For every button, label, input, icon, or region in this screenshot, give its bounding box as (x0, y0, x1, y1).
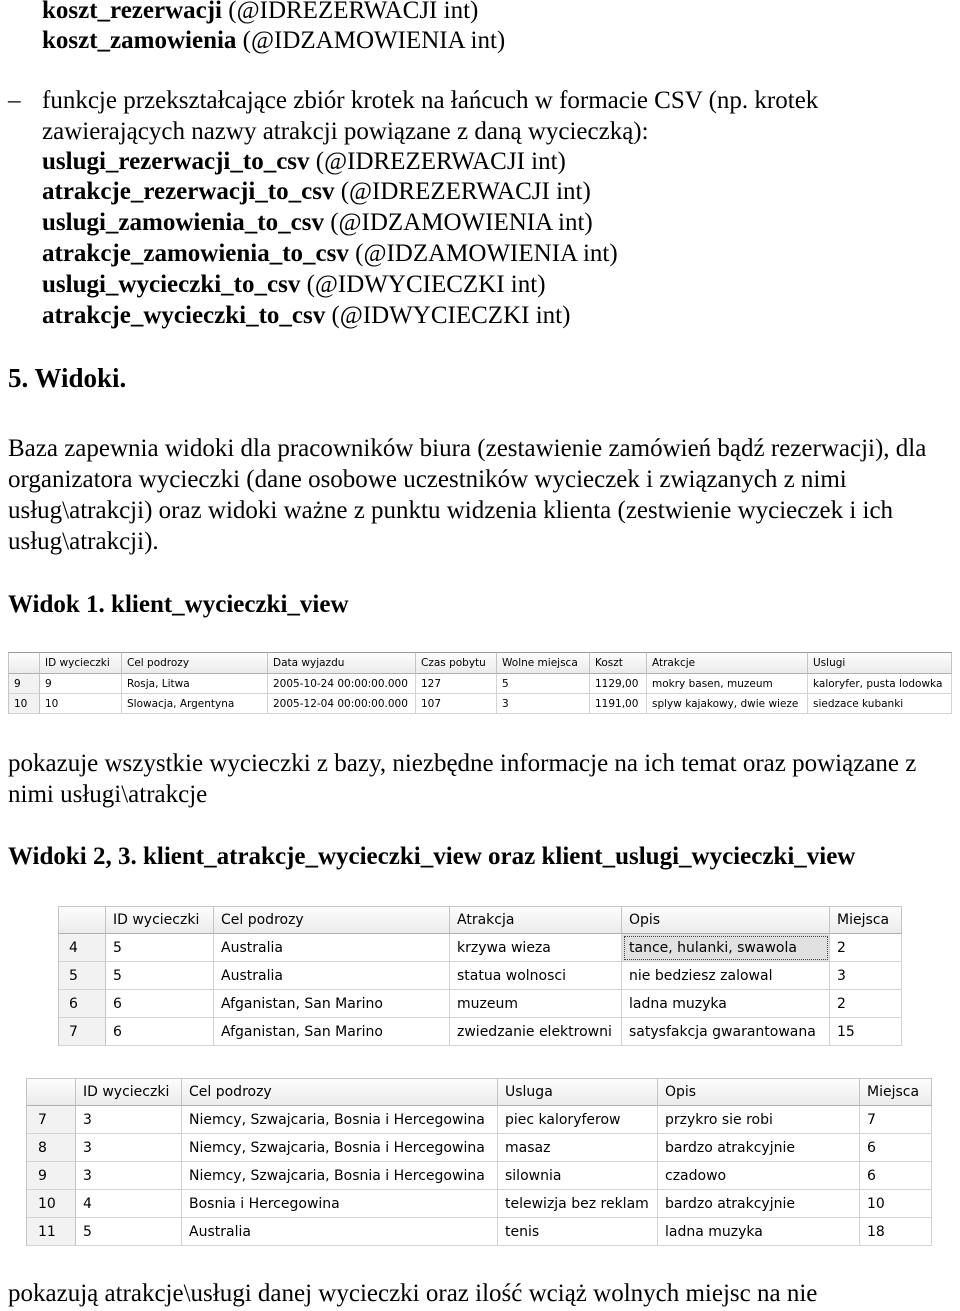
row-number: 5 (58, 962, 106, 990)
cell-atrakcje: splyw kajakowy, dwie wieze (647, 694, 808, 714)
grid-corner-cell (58, 906, 106, 934)
cell-opis: satysfakcja gwarantowana (622, 1018, 830, 1046)
list-item-text: funkcje przekształcające zbiór krotek na łańcuch w formacie CSV (np. krotek (42, 87, 819, 114)
cell-id-wycieczki: 5 (106, 962, 214, 990)
column-header-id-wycieczki: ID wycieczki (106, 906, 214, 934)
cell-id-wycieczki: 5 (106, 934, 214, 962)
cell-atrakcja: krzywa wieza (450, 934, 622, 962)
row-number: 10 (26, 1190, 76, 1218)
cell-atrakcja: zwiedzanie elektrowni (450, 1018, 622, 1046)
cell-miejsca: 2 (830, 934, 902, 962)
function-name: koszt_rezerwacji (42, 0, 223, 24)
cell-id-wycieczki: 3 (76, 1162, 182, 1190)
grid-corner-cell (26, 1078, 76, 1106)
column-header-cel-podrozy: Cel podrozy (182, 1078, 498, 1106)
column-header-cel-podrozy: Cel podrozy (122, 652, 268, 674)
cell-id-wycieczki: 3 (76, 1106, 182, 1134)
cell-opis: bardzo atrakcyjnie (658, 1190, 860, 1218)
column-header-usluga: Usluga (498, 1078, 658, 1106)
function-name: koszt_zamowienia (42, 27, 237, 54)
column-header-czas-pobytu: Czas pobytu (416, 652, 497, 674)
cell-cel-podrozy: Australia (214, 962, 450, 990)
cell-atrakcja: muzeum (450, 990, 622, 1018)
cell-miejsca: 6 (860, 1134, 932, 1162)
caption-line: nimi usługi\atrakcje (8, 781, 208, 808)
cell-id-wycieczki: 5 (76, 1218, 182, 1246)
results-grid-klient-atrakcje-wycieczki-view (58, 906, 902, 1046)
column-header-koszt: Koszt (590, 652, 647, 674)
function-args: (@IDREZERWACJI int) (228, 0, 479, 24)
cell-uslugi: kaloryfer, pusta lodowka (808, 674, 952, 694)
row-number: 10 (8, 694, 40, 714)
cell-miejsca: 18 (860, 1218, 932, 1246)
column-header-atrakcje: Atrakcje (647, 652, 808, 674)
cell-cel-podrozy: Niemcy, Szwajcaria, Bosnia i Hercegowina (182, 1162, 498, 1190)
row-number: 7 (26, 1106, 76, 1134)
cell-wolne-miejsca: 5 (497, 674, 590, 694)
function-args: (@IDZAMOWIENIA int) (242, 27, 506, 54)
view-heading: Widok 1. klient_wycieczki_view (8, 591, 349, 618)
cell-cel-podrozy: Afganistan, San Marino (214, 1018, 450, 1046)
cell-miejsca: 15 (830, 1018, 902, 1046)
cell-czas-pobytu: 127 (416, 674, 497, 694)
function-name: atrakcje_wycieczki_to_csv (42, 302, 326, 329)
cell-id-wycieczki: 10 (40, 694, 122, 714)
cell-miejsca: 7 (860, 1106, 932, 1134)
cell-cel-podrozy: Niemcy, Szwajcaria, Bosnia i Hercegowina (182, 1106, 498, 1134)
function-args: (@IDREZERWACJI int) (315, 148, 566, 175)
column-header-opis: Opis (658, 1078, 860, 1106)
section-heading: 5. Widoki. (8, 363, 127, 393)
function-signature (42, 300, 570, 331)
cell-usluga: piec kaloryferow (498, 1106, 658, 1134)
cell-data-wyjazdu: 2005-10-24 00:00:00.000 (268, 674, 416, 694)
cell-opis: przykro sie robi (658, 1106, 860, 1134)
list-bullet: – (8, 87, 21, 114)
row-number: 8 (26, 1134, 76, 1162)
cell-miejsca: 10 (860, 1190, 932, 1218)
cell-wolne-miejsca: 3 (497, 694, 590, 714)
cell-cel-podrozy: Slowacja, Argentyna (122, 694, 268, 714)
function-signature (42, 269, 546, 300)
function-name: atrakcje_rezerwacji_to_csv (42, 178, 335, 205)
cell-usluga: masaz (498, 1134, 658, 1162)
cell-cel-podrozy: Niemcy, Szwajcaria, Bosnia i Hercegowina (182, 1134, 498, 1162)
function-args: (@IDZAMOWIENIA int) (330, 209, 593, 236)
row-number: 9 (26, 1162, 76, 1190)
cell-miejsca: 3 (830, 962, 902, 990)
cell-koszt: 1129,00 (590, 674, 647, 694)
function-args: (@IDREZERWACJI int) (340, 178, 591, 205)
results-grid-klient-wycieczki-view (8, 652, 952, 714)
cell-uslugi: siedzace kubanki (808, 694, 952, 714)
cell-id-wycieczki: 6 (106, 990, 214, 1018)
cell-id-wycieczki: 4 (76, 1190, 182, 1218)
cell-miejsca: 2 (830, 990, 902, 1018)
function-signature (42, 238, 618, 269)
cell-opis: czadowo (658, 1162, 860, 1190)
column-header-data-wyjazdu: Data wyjazdu (268, 652, 416, 674)
selected-cell-opis: tance, hulanki, swawola (622, 934, 830, 962)
function-name: uslugi_rezerwacji_to_csv (42, 148, 310, 175)
row-number: 9 (8, 674, 40, 694)
cell-usluga: silownia (498, 1162, 658, 1190)
cell-id-wycieczki: 3 (76, 1134, 182, 1162)
paragraph-line: usług\atrakcji). (8, 528, 159, 555)
cell-cel-podrozy: Australia (182, 1218, 498, 1246)
results-grid-klient-uslugi-wycieczki-view (26, 1078, 932, 1246)
column-header-cel-podrozy: Cel podrozy (214, 906, 450, 934)
row-number: 6 (58, 990, 106, 1018)
cell-cel-podrozy: Rosja, Litwa (122, 674, 268, 694)
cell-opis: ladna muzyka (658, 1218, 860, 1246)
function-signature (42, 0, 478, 26)
row-number: 7 (58, 1018, 106, 1046)
cell-czas-pobytu: 107 (416, 694, 497, 714)
cell-cel-podrozy: Bosnia i Hercegowina (182, 1190, 498, 1218)
cell-id-wycieczki: 9 (40, 674, 122, 694)
cell-data-wyjazdu: 2005-12-04 00:00:00.000 (268, 694, 416, 714)
cell-usluga: tenis (498, 1218, 658, 1246)
function-name: atrakcje_zamowienia_to_csv (42, 240, 349, 267)
function-name: uslugi_zamowienia_to_csv (42, 209, 324, 236)
cell-usluga: telewizja bez reklam (498, 1190, 658, 1218)
cell-id-wycieczki: 6 (106, 1018, 214, 1046)
cell-cel-podrozy: Australia (214, 934, 450, 962)
function-name: uslugi_wycieczki_to_csv (42, 271, 301, 298)
column-header-miejsca: Miejsca (830, 906, 902, 934)
cell-opis: bardzo atrakcyjnie (658, 1134, 860, 1162)
paragraph-line: Baza zapewnia widoki dla pracowników biura (zestawienie zamówień bądź rezerwacji), dla (8, 435, 927, 462)
view-heading: Widoki 2, 3. klient_atrakcje_wycieczki_view oraz klient_uslugi_wycieczki_view (8, 843, 856, 870)
cell-opis: nie bedziesz zalowal (622, 962, 830, 990)
row-number: 11 (26, 1218, 76, 1246)
cell-cel-podrozy: Afganistan, San Marino (214, 990, 450, 1018)
function-signature (42, 146, 566, 177)
function-signature (42, 207, 593, 238)
paragraph-line: usług\atrakcji) oraz widoki ważne z punktu widzenia klienta (zestwienie wycieczek i ich (8, 497, 894, 524)
cell-koszt: 1191,00 (590, 694, 647, 714)
cell-opis: ladna muzyka (622, 990, 830, 1018)
function-args: (@IDWYCIECZKI int) (306, 271, 546, 298)
function-signature (42, 25, 505, 56)
column-header-miejsca: Miejsca (860, 1078, 932, 1106)
caption-line: pokazuje wszystkie wycieczki z bazy, niezbędne informacje na ich temat oraz powiązane z (8, 750, 917, 777)
column-header-id-wycieczki: ID wycieczki (76, 1078, 182, 1106)
function-args: (@IDZAMOWIENIA int) (355, 240, 618, 267)
column-header-uslugi: Uslugi (808, 652, 952, 674)
function-signature (42, 176, 591, 207)
row-number: 4 (58, 934, 106, 962)
function-args: (@IDWYCIECZKI int) (331, 302, 571, 329)
column-header-atrakcja: Atrakcja (450, 906, 622, 934)
list-item-text: zawierających nazwy atrakcji powiązane z daną wycieczką): (42, 118, 649, 145)
paragraph-line: organizatora wycieczki (dane osobowe uczestników wycieczek i związanych z nimi (8, 466, 847, 493)
grid-corner-cell (8, 652, 40, 674)
cell-atrakcje: mokry basen, muzeum (647, 674, 808, 694)
column-header-opis: Opis (622, 906, 830, 934)
caption-line: pokazują atrakcje\usługi danej wycieczki oraz ilość wciąż wolnych miejsc na nie (8, 1280, 818, 1307)
cell-miejsca: 6 (860, 1162, 932, 1190)
cell-atrakcja: statua wolnosci (450, 962, 622, 990)
column-header-wolne-miejsca: Wolne miejsca (497, 652, 590, 674)
column-header-id-wycieczki: ID wycieczki (40, 652, 122, 674)
